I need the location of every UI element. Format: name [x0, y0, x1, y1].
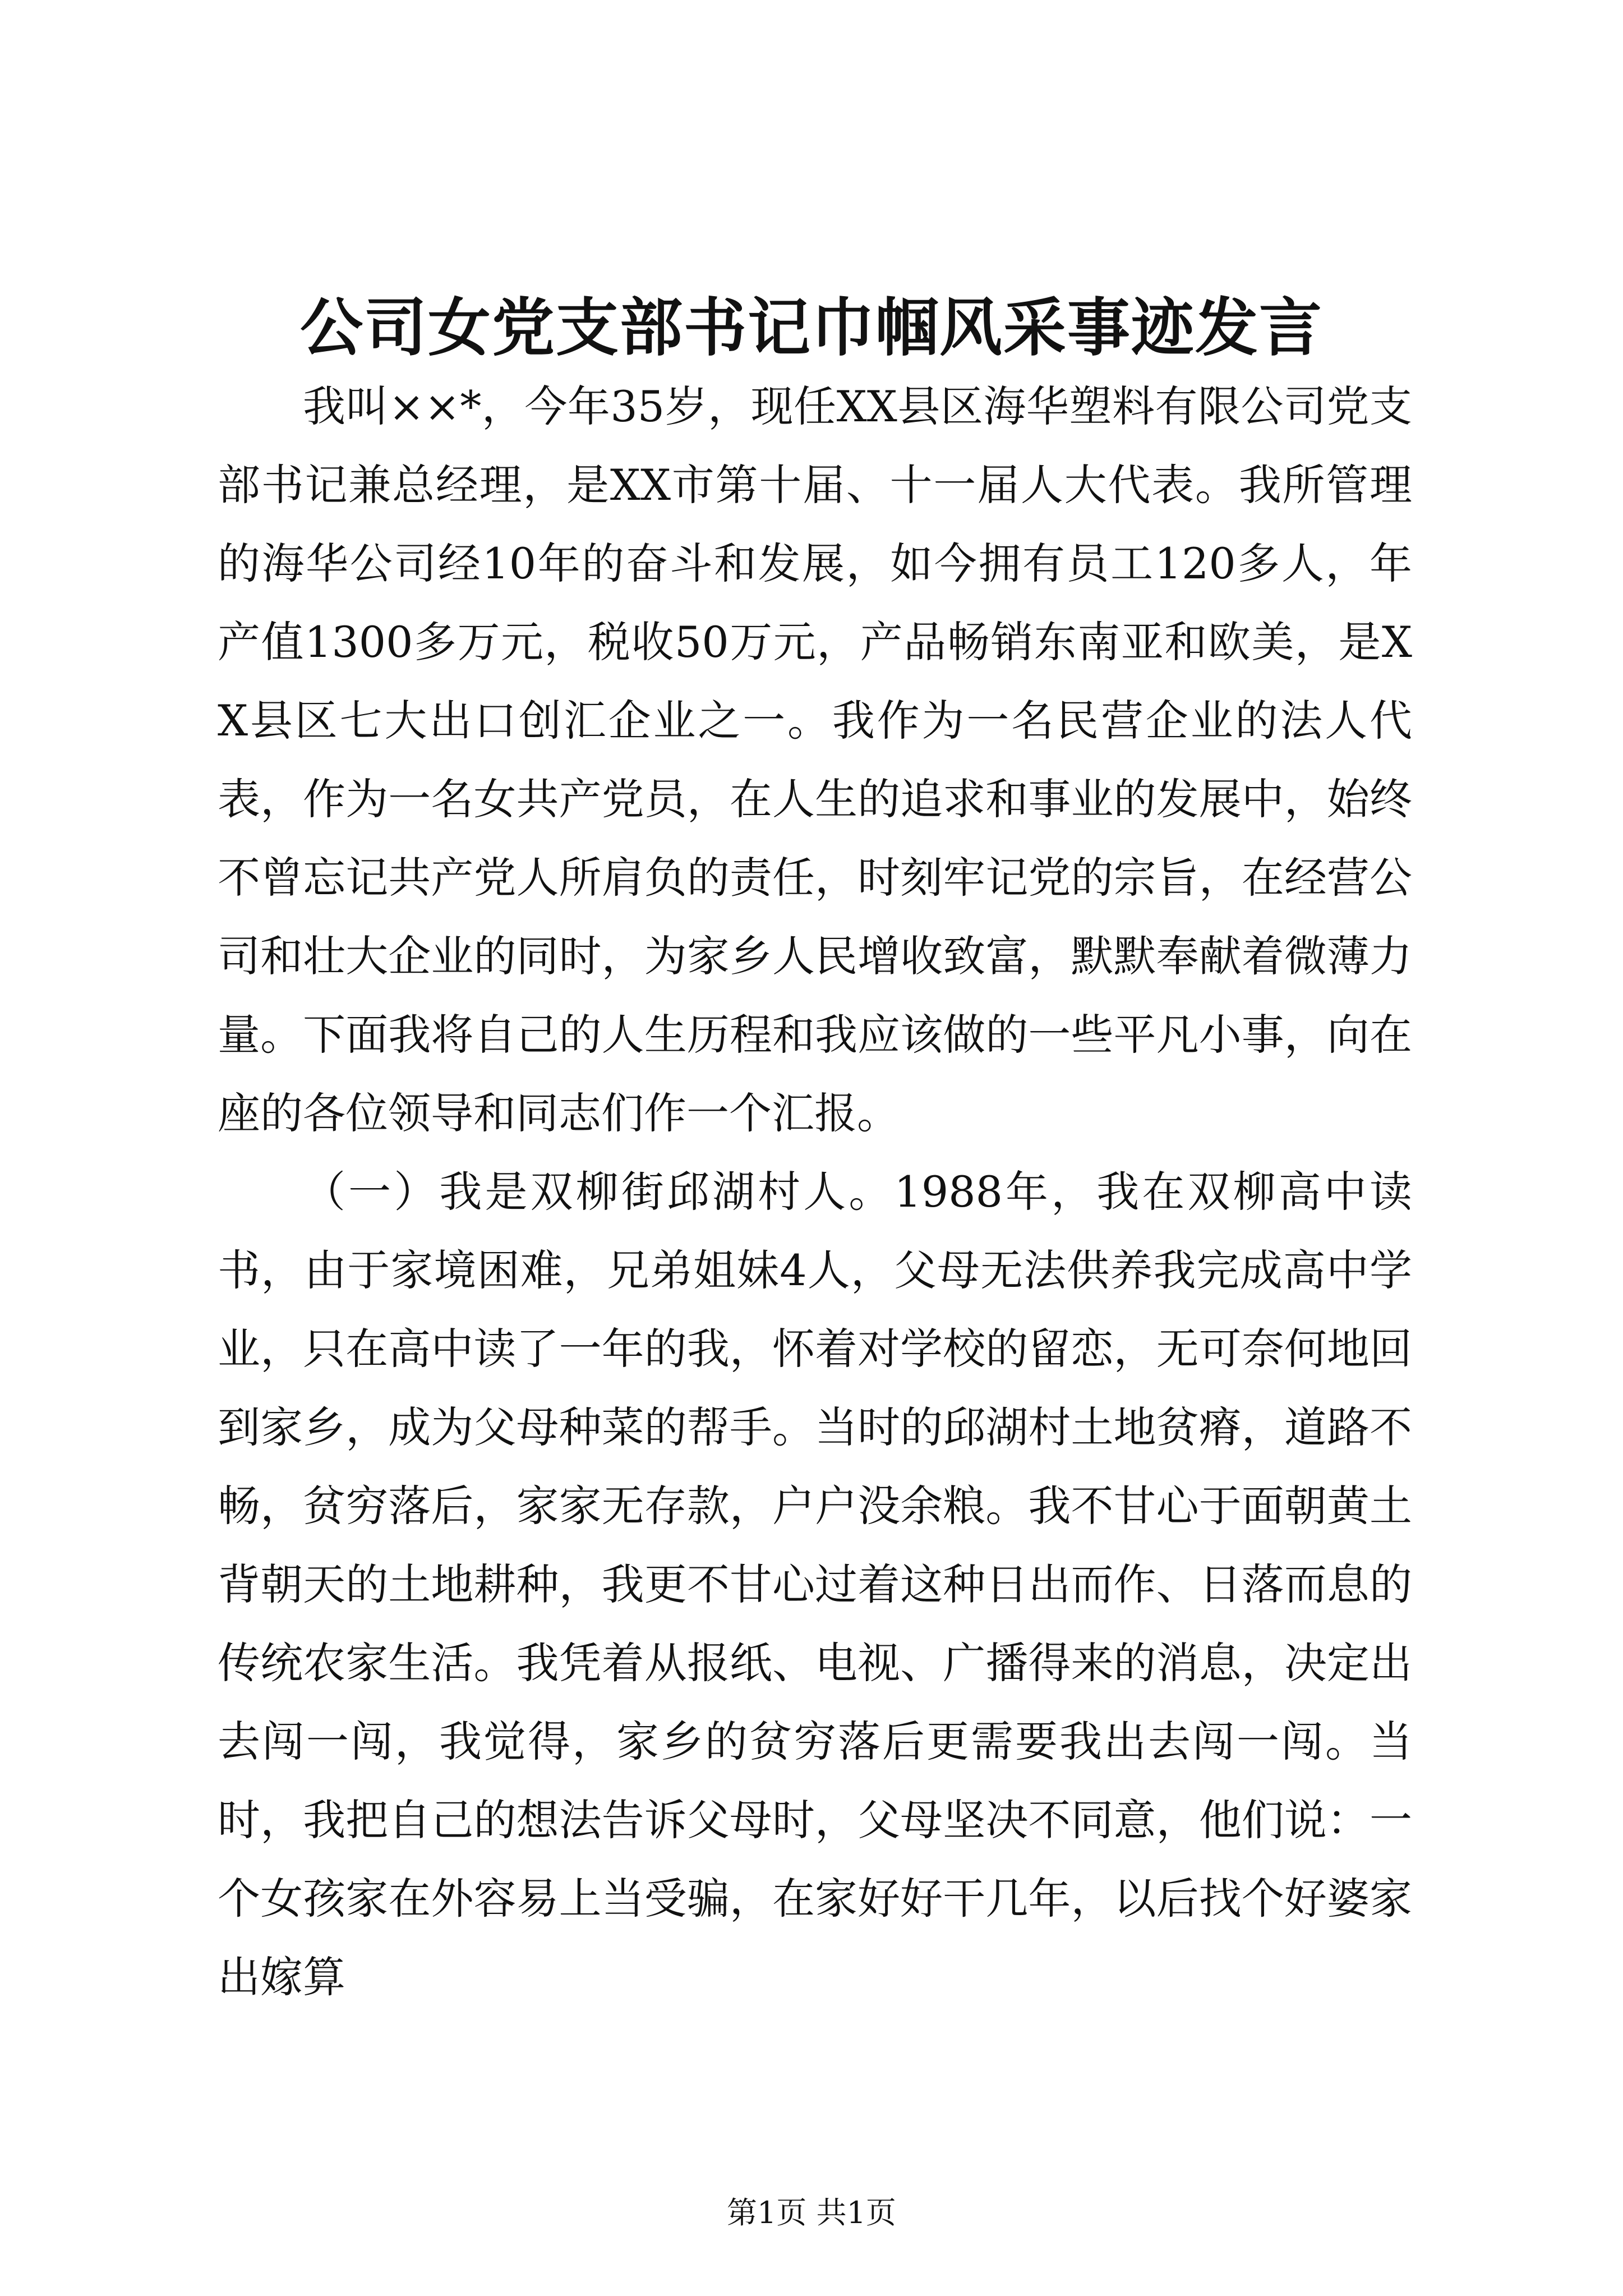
paragraph-section-one: （一）我是双柳街邱湖村人。1988年，我在双柳高中读书，由于家境困难，兄弟姐妹4人，父母无法供养我完成高中学业，只在高中读了一年的我，怀着对学校的留恋，无可奈何地回到家乡，成为父母种菜的帮手。当时的邱湖村土地贫瘠，道路不畅，贫穷落后，家家无存款，户户没余粮。我不甘心于面朝黄土背朝天的土地耕种，我更不甘心过着这种日出而作、日落而息的传统农家生活。我凭着从报纸、电视、广播得来的消息，决定出去闯一闯，我觉得，家乡的贫穷落后更需要我出去闯一闯。当时，我把自己的想法告诉父母时，父母坚决不同意，他们说：一个女孩家在外容易上当受骗，在家好好干几年，以后找个好婆家出嫁算: [218, 1167, 1412, 2002]
document-body: [218, 367, 1412, 2017]
page-footer: 第1页 共1页: [727, 2195, 896, 2230]
document-title: 公司女党支部书记巾帼风采事迹发言: [300, 291, 1323, 365]
paragraph-intro: 我叫××*，今年35岁，现任XX县区海华塑料有限公司党支部书记兼总经理，是XX市第十届、十一届人大代表。我所管理的海华公司经10年的奋斗和发展，如今拥有员工120多人，年产值1300多万元，税收50万元，产品畅销东南亚和欧美，是XX县区七大出口创汇企业之一。我作为一名民营企业的法人代表，作为一名女共产党员，在人生的追求和事业的发展中，始终不曾忘记共产党人所肩负的责任，时刻牢记党的宗旨，在经营公司和壮大企业的同时，为家乡人民增收致富，默默奉献着微薄力量。下面我将自己的人生历程和我应该做的一些平凡小事，向在座的各位领导和同志们作一个汇报。: [218, 381, 1412, 1138]
